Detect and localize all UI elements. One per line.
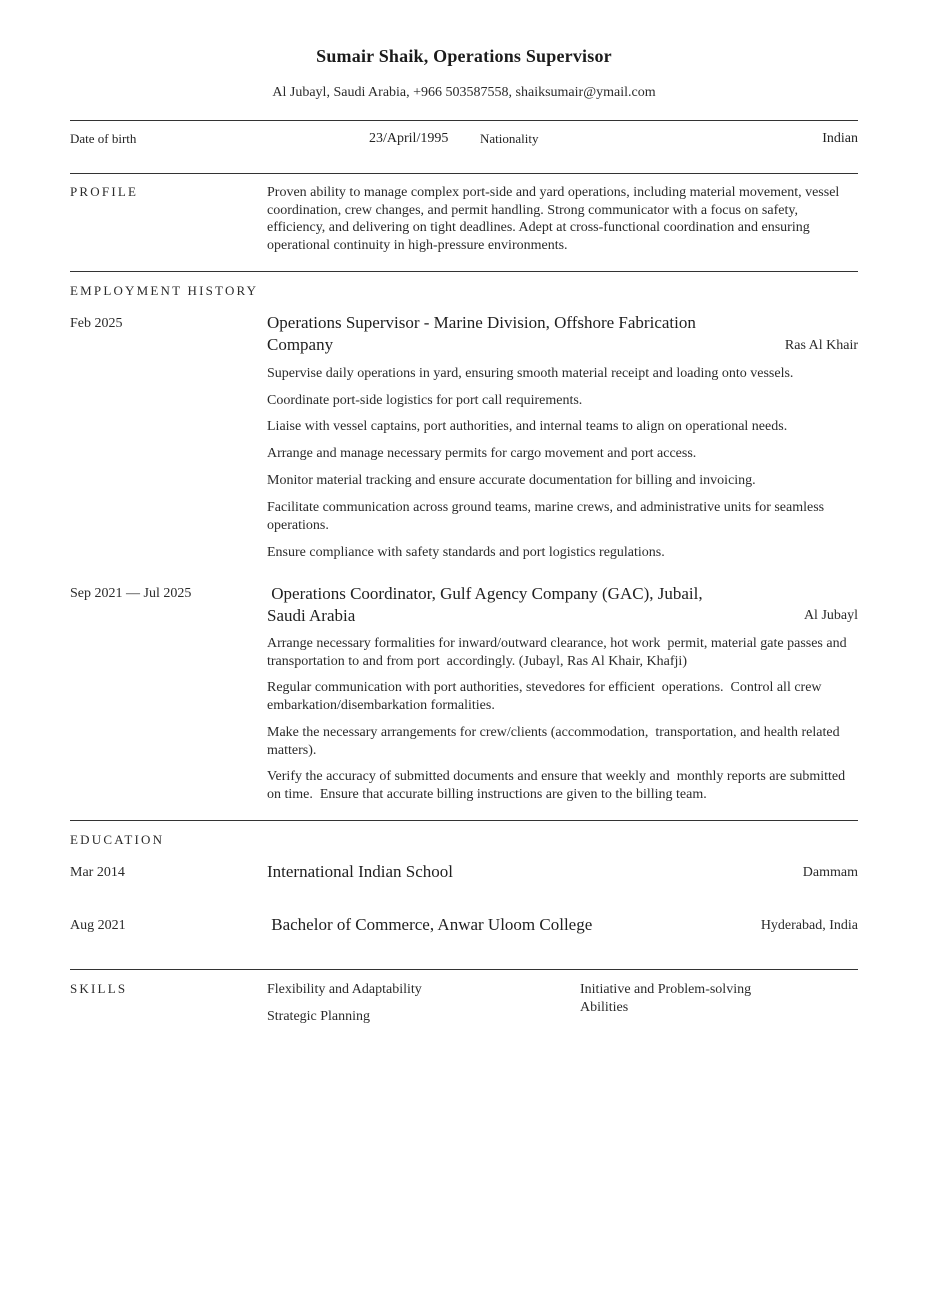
nationality-label: Nationality: [480, 131, 539, 146]
contact-line: Al Jubayl, Saudi Arabia, +966 503587558, shaiksumair@ymail.com: [272, 85, 656, 100]
divider: [70, 173, 858, 174]
job-duty: Arrange necessary formalities for inward/outward clearance, hot work permit, material gate passes and transportation to and from port accordingly. (Jubayl, Ras Al Khair, Khafji): [267, 636, 851, 669]
divider: [70, 969, 858, 970]
dob-value: 23/April/1995: [369, 131, 449, 146]
job-duty: Monitor material tracking and ensure accurate documentation for billing and invoicing.: [267, 473, 756, 488]
education-location: Hyderabad, India: [760, 918, 858, 933]
job-duty: Arrange and manage necessary permits for cargo movement and port access.: [267, 446, 697, 461]
profile-text: Proven ability to manage complex port-side and yard operations, including material movement, vessel coordination, crew changes, and permit handling. Strong communicator with a focus on safety, efficiency, and delivering on tight deadlines. Adept at cross-functional coordination and ensuring operational continuity in high-pressure environments.: [267, 185, 840, 253]
job-duty: Make the necessary arrangements for crew/clients (accommodation, transportation, and health related matters).: [267, 725, 844, 758]
job-duty: Coordinate port-side logistics for port call requirements.: [267, 393, 583, 408]
job-location: Al Jubayl: [803, 608, 858, 623]
skill-item: Flexibility and Adaptability: [267, 982, 422, 997]
profile-heading: PROFILE: [70, 184, 139, 199]
skill-item: Initiative and Problem-solving Abilities: [580, 982, 752, 1015]
employment-heading: EMPLOYMENT HISTORY: [70, 283, 259, 298]
job-duty: Facilitate communication across ground teams, marine crews, and administrative units for seamless operations.: [267, 500, 825, 533]
education-location: Dammam: [802, 865, 858, 880]
candidate-name: Sumair Shaik, Operations Supervisor: [316, 46, 612, 66]
job-title: Operations Coordinator, Gulf Agency Company (GAC), Jubail, Saudi Arabia: [267, 584, 707, 625]
nationality-value: Indian: [822, 131, 858, 146]
job-duty: Liaise with vessel captains, port authorities, and internal teams to align on operational needs.: [267, 419, 788, 434]
education-dates: Aug 2021: [70, 918, 126, 933]
job-title: Operations Supervisor - Marine Division, Offshore Fabrication Company: [267, 313, 696, 354]
divider: [70, 120, 858, 121]
education-dates: Mar 2014: [70, 865, 125, 880]
job-dates: Sep 2021 — Jul 2025: [70, 586, 192, 601]
divider: [70, 820, 858, 821]
skill-item: Strategic Planning: [267, 1009, 371, 1024]
job-duty: Regular communication with port authorities, stevedores for efficient operations. Control all crew embarkation/disembarkation formalities.: [267, 680, 826, 713]
job-duty: Supervise daily operations in yard, ensuring smooth material receipt and loading onto vessels.: [267, 366, 794, 381]
skills-heading: SKILLS: [70, 981, 128, 996]
education-title: Bachelor of Commerce, Anwar Uloom College: [267, 915, 593, 934]
education-title: International Indian School: [267, 862, 454, 881]
dob-label: Date of birth: [70, 131, 137, 146]
divider: [70, 271, 858, 272]
job-location: Ras Al Khair: [784, 338, 858, 353]
job-duty: Ensure compliance with safety standards and port logistics regulations.: [267, 545, 665, 560]
job-duty: Verify the accuracy of submitted documents and ensure that weekly and monthly reports are submitted on time. Ensure that accurate billing instructions are given to the billing team.: [267, 769, 849, 802]
job-dates: Feb 2025: [70, 316, 123, 331]
education-heading: EDUCATION: [70, 832, 165, 847]
